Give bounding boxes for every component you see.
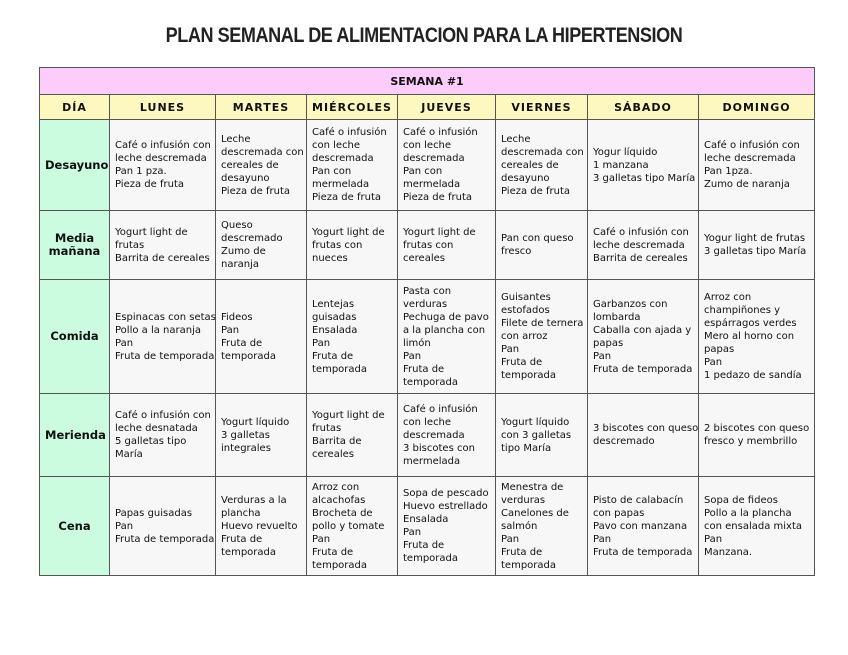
meal-item: Yogur líquido — [593, 146, 658, 158]
meal-item: Pieza de fruta — [115, 179, 184, 190]
meal-name-line: Cena — [58, 518, 91, 533]
day-column-header: DÍA — [40, 95, 110, 120]
meal-item: Arroz con — [704, 292, 752, 303]
meal-cell — [216, 120, 307, 211]
meal-item: con leche — [403, 140, 452, 151]
meal-item: Fruta de — [501, 546, 543, 558]
meal-item: guisadas — [312, 311, 357, 323]
meal-item: Pan — [593, 350, 612, 362]
meal-cell — [216, 394, 307, 477]
meal-item: nueces — [312, 252, 348, 264]
meal-item: leche descremada — [593, 239, 685, 251]
meal-item: Manzana. — [704, 546, 753, 558]
meal-item: Pan — [501, 344, 520, 355]
meal-item: Barrita de cereales — [593, 252, 688, 264]
meal-item: Zumo de — [221, 246, 266, 257]
meal-plan-table — [39, 67, 815, 576]
meal-item: Barrita de cereales — [115, 252, 210, 264]
meal-cell — [307, 211, 398, 280]
meal-item: descremada — [403, 429, 465, 441]
meal-cell — [110, 477, 216, 576]
meal-item: Pieza de fruta — [312, 192, 381, 203]
meal-item: Arroz con — [312, 481, 360, 493]
meal-item: Café o infusión con — [115, 140, 211, 151]
meal-item: Caballa con ajada y — [593, 324, 692, 336]
meal-item: mermelada — [312, 179, 370, 190]
meal-item: Café o infusión — [312, 127, 387, 138]
meal-item: limón — [403, 337, 431, 349]
meal-cell — [110, 211, 216, 280]
meal-item: fresco y membrillo — [704, 436, 798, 447]
meal-cell — [699, 280, 815, 394]
meal-item: Garbanzos con — [593, 298, 668, 310]
meal-item: Queso — [221, 220, 253, 231]
meal-item: fresco — [501, 246, 532, 257]
meal-item: Fruta de temporada — [593, 363, 693, 375]
meal-item: Pan 1pza. — [704, 166, 753, 177]
meal-item: temporada — [501, 370, 556, 381]
page-title: PLAN SEMANAL DE ALIMENTACION PARA LA HIPERTENSION — [165, 24, 683, 47]
meal-item: cereales — [312, 449, 354, 460]
meal-item: Fruta de — [312, 546, 354, 558]
meal-item: cereales de — [501, 159, 559, 171]
week-header: SEMANA #1 — [40, 68, 815, 95]
meal-item: integrales — [221, 442, 271, 454]
meal-item: estofados — [501, 305, 550, 316]
meal-item: Pasta con — [403, 285, 452, 297]
meal-name-line: mañana — [48, 244, 101, 258]
meal-cell — [110, 280, 216, 394]
meal-item: Pan — [312, 533, 331, 545]
meal-item: papas — [704, 344, 735, 355]
meal-item: con leche — [403, 416, 452, 428]
meal-item: descremada con — [221, 146, 304, 158]
meal-item: frutas — [312, 423, 342, 434]
meal-item: Fruta de temporada — [115, 533, 215, 545]
meal-item: con arroz — [501, 331, 548, 342]
meal-item: temporada — [403, 376, 458, 388]
meal-item: Café o infusión — [403, 403, 478, 415]
meal-item: salmón — [501, 520, 538, 532]
meal-item: temporada — [221, 350, 276, 362]
meal-item: frutas — [115, 239, 145, 251]
meal-item: tipo María — [501, 442, 552, 454]
meal-item: desayuno — [501, 172, 550, 184]
meal-item: Pan — [115, 520, 134, 532]
meal-item: Café o infusión — [403, 127, 478, 138]
meal-row — [40, 280, 815, 394]
meal-name-line: Comida — [50, 329, 99, 343]
meal-cell — [216, 280, 307, 394]
meal-item: frutas con — [312, 239, 363, 251]
meal-item: Yogurt light de — [115, 226, 188, 238]
meal-item: 3 galletas tipo María — [704, 246, 807, 257]
meal-cell — [307, 280, 398, 394]
meal-cell — [398, 280, 496, 394]
meal-cell — [588, 477, 699, 576]
meal-cell — [398, 120, 496, 211]
meal-item: Pan — [593, 533, 612, 545]
meal-cell — [588, 211, 699, 280]
meal-item: Fruta de — [501, 357, 543, 368]
meal-cell — [307, 394, 398, 477]
meal-item: Filete de ternera — [501, 318, 584, 329]
meal-item: a la plancha con — [403, 324, 486, 336]
meal-item: Fruta de temporada — [593, 546, 693, 558]
meal-item: Brocheta de — [312, 507, 373, 519]
meal-item: María — [115, 449, 143, 460]
meal-item: Pan con queso — [501, 233, 574, 244]
meal-item: con papas — [593, 507, 645, 519]
meal-row — [40, 211, 815, 280]
meal-item: 2 biscotes con queso — [704, 423, 810, 434]
meal-cell — [216, 211, 307, 280]
meal-item: con 3 galletas — [501, 429, 572, 441]
meal-item: Pavo con manzana — [593, 520, 688, 532]
meal-cell — [699, 120, 815, 211]
meal-item: Guisantes — [501, 292, 551, 303]
meal-item: Leche — [501, 133, 531, 145]
meal-cell — [588, 280, 699, 394]
meal-item: descremada — [312, 153, 374, 164]
meal-item: Pan — [403, 350, 422, 362]
meal-item: cereales — [403, 252, 445, 264]
meal-item: lombarda — [593, 311, 641, 323]
meal-item: Pan — [704, 357, 723, 368]
meal-item: Pisto de calabacín — [593, 494, 684, 506]
meal-item: mermelada — [403, 455, 461, 467]
meal-item: 3 galletas tipo María — [593, 172, 696, 184]
day-header-6: DOMINGO — [699, 95, 815, 120]
meal-item: Barrita de — [312, 436, 362, 447]
meal-row — [40, 120, 815, 211]
meal-item: naranja — [221, 259, 259, 270]
meal-item: Pan — [115, 337, 134, 349]
meal-item: Sopa de fideos — [704, 494, 778, 506]
meal-item: temporada — [501, 559, 556, 571]
meal-item: Yogurt light de — [403, 226, 476, 238]
meal-cell — [588, 120, 699, 211]
meal-item: Leche — [221, 133, 251, 145]
meal-item: verduras — [501, 494, 546, 506]
meal-item: Lentejas — [312, 298, 355, 310]
meal-item: Yogurt líquido — [221, 416, 290, 428]
meal-item: Yogurt líquido — [501, 416, 570, 428]
meal-name-line: Merienda — [45, 427, 106, 442]
meal-item: Zumo de naranja — [704, 179, 790, 190]
meal-item: Huevo revuelto — [221, 520, 298, 532]
meal-item: verduras — [403, 298, 448, 310]
meal-item: Pan con — [312, 166, 352, 177]
meal-item: 3 biscotes con — [403, 442, 475, 454]
meal-cell — [216, 477, 307, 576]
meal-item: temporada — [312, 363, 367, 375]
meal-row — [40, 477, 815, 576]
day-header-4: VIERNES — [496, 95, 588, 120]
meal-cell — [496, 394, 588, 477]
meal-item: 1 pedazo de sandía — [704, 370, 802, 381]
meal-item: Ensalada — [312, 324, 358, 336]
meal-name — [40, 394, 110, 477]
meal-item: temporada — [221, 546, 276, 558]
meal-item: Fideos — [221, 311, 253, 323]
meal-item: Pechuga de pavo — [403, 311, 489, 323]
meal-item: Fruta de — [403, 363, 445, 375]
meal-name — [40, 211, 110, 280]
meal-item: Café o infusión con — [593, 226, 689, 238]
meal-item: frutas con — [403, 239, 454, 251]
meal-item: papas — [593, 337, 624, 349]
meal-item: plancha — [221, 507, 261, 519]
meal-item: Pieza de fruta — [403, 192, 472, 203]
meal-item: Mero al horno con — [704, 331, 795, 342]
meal-item: Ensalada — [403, 514, 449, 525]
meal-item: Menestra de — [501, 481, 564, 493]
day-header-0: LUNES — [110, 95, 216, 120]
meal-item: descremada con — [501, 146, 584, 158]
meal-item: 1 manzana — [593, 159, 649, 171]
meal-item: Sopa de pescado — [403, 488, 489, 499]
meal-item: Pan — [501, 533, 520, 545]
meal-cell — [307, 477, 398, 576]
meal-item: alcachofas — [312, 494, 366, 506]
meal-item: Pollo a la naranja — [115, 324, 201, 336]
meal-item: Pollo a la plancha — [704, 507, 792, 519]
meal-item: Fruta de temporada — [115, 350, 215, 362]
meal-cell — [699, 477, 815, 576]
meal-item: espárragos verdes — [704, 318, 797, 329]
meal-item: Fruta de — [221, 337, 263, 349]
meal-cell — [398, 394, 496, 477]
meal-item: 3 biscotes con queso — [593, 423, 699, 434]
meal-item: Pan con — [403, 166, 443, 177]
meal-name — [40, 280, 110, 394]
meal-name — [40, 120, 110, 211]
meal-item: 5 galletas tipo — [115, 436, 187, 447]
meal-name — [40, 477, 110, 576]
meal-cell — [699, 394, 815, 477]
meal-cell — [398, 477, 496, 576]
meal-cell — [110, 120, 216, 211]
meal-name-line: Desayuno — [45, 157, 109, 172]
meal-item: mermelada — [403, 179, 461, 190]
meal-item: Huevo estrellado — [403, 501, 488, 512]
meal-item: leche desnatada — [115, 423, 198, 434]
meal-item: descremada — [403, 153, 465, 164]
meal-item: Canelones de — [501, 507, 569, 519]
meal-item: leche descremada — [115, 153, 207, 164]
meal-item: Pieza de fruta — [221, 185, 290, 197]
meal-item: Café o infusión con — [115, 410, 211, 421]
day-header-3: JUEVES — [398, 95, 496, 120]
meal-cell — [496, 120, 588, 211]
meal-item: desayuno — [221, 172, 270, 184]
meal-cell — [496, 280, 588, 394]
meal-cell — [496, 211, 588, 280]
day-header-2: MIÉRCOLES — [307, 95, 398, 120]
meal-item: con leche — [312, 140, 361, 151]
meal-item: con ensalada mixta — [704, 520, 803, 532]
meal-item: Yogurt light de — [312, 226, 385, 238]
meal-item: Fruta de — [221, 533, 263, 545]
meal-row — [40, 394, 815, 477]
meal-cell — [307, 120, 398, 211]
meal-name-line: Media — [54, 231, 95, 245]
meal-item: Pan — [221, 324, 240, 336]
meal-cell — [398, 211, 496, 280]
meal-item: Fruta de — [312, 350, 354, 362]
meal-item: Espinacas con setas — [115, 311, 216, 323]
meal-cell — [496, 477, 588, 576]
meal-item: champiñones y — [704, 305, 781, 316]
meal-item: Yogur light de frutas — [704, 233, 806, 244]
day-header-1: MARTES — [216, 95, 307, 120]
meal-item: Pan 1 pza. — [115, 166, 167, 177]
meal-item: Pan — [312, 337, 331, 349]
meal-item: Pan — [704, 533, 723, 545]
meal-cell — [110, 394, 216, 477]
meal-item: Yogurt light de — [312, 410, 385, 421]
meal-cell — [588, 394, 699, 477]
meal-item: Pan — [403, 527, 422, 538]
meal-item: Pieza de fruta — [501, 185, 570, 197]
meal-item: cereales de — [221, 159, 279, 171]
meal-item: pollo y tomate — [312, 520, 385, 532]
meal-item: Papas guisadas — [115, 507, 193, 519]
meal-item: Verduras a la — [221, 494, 287, 506]
meal-item: 3 galletas — [221, 429, 270, 441]
meal-item: descremado — [221, 233, 283, 244]
meal-item: Fruta de — [403, 540, 445, 551]
meal-item: Café o infusión con — [704, 140, 800, 151]
meal-item: temporada — [403, 553, 458, 564]
meal-item: temporada — [312, 559, 367, 571]
meal-cell — [699, 211, 815, 280]
day-header-5: SÁBADO — [588, 95, 699, 120]
meal-item: leche descremada — [704, 153, 796, 164]
meal-item: descremado — [593, 436, 655, 447]
